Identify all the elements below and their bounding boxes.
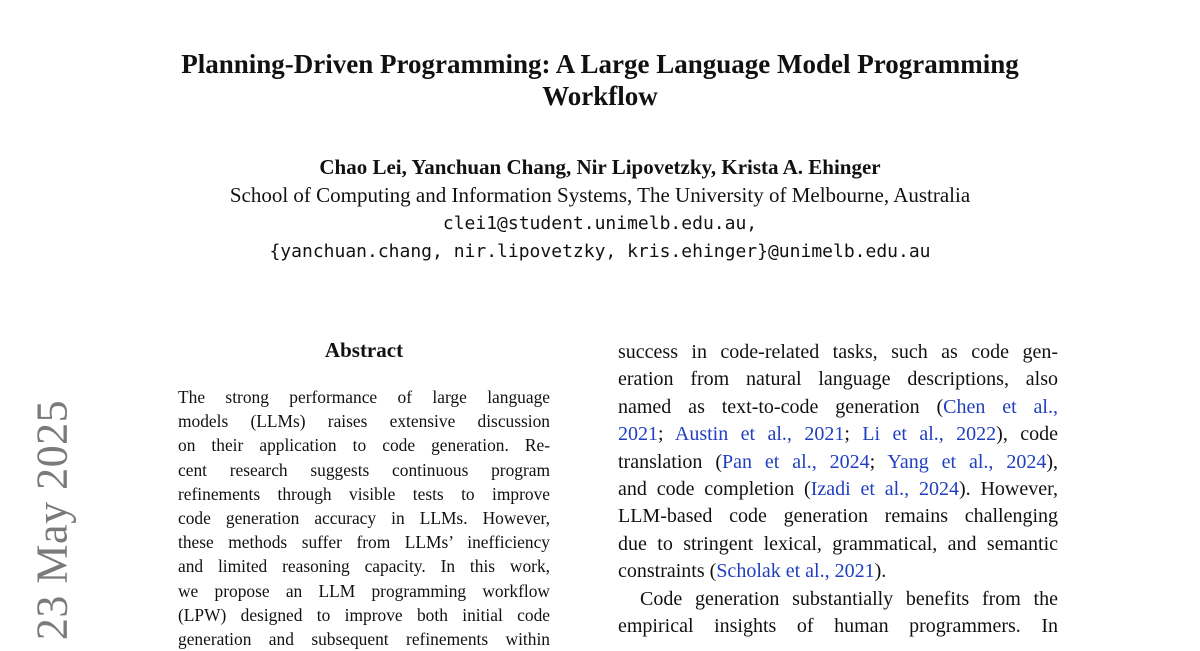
abstract-body	[178, 385, 550, 651]
email-line-1: clei1@student.unimelb.edu.au,	[442, 213, 758, 234]
citation-link-chen-2021-year[interactable]: 2021	[618, 423, 658, 446]
citation-link-yang-2024[interactable]: Yang et al., 2024	[887, 450, 1047, 473]
abstract-heading: Abstract	[324, 338, 404, 362]
email-line-2: {yanchuan.chang, nir.lipovetzky, kris.ehinger}@unimelb.edu.au	[269, 241, 931, 262]
paper-title-line-2: Workflow	[542, 81, 658, 111]
citation-link-scholak-2021[interactable]: Scholak et al., 2021	[716, 560, 875, 583]
body-line: success in code-related tasks, such as code gen-	[618, 341, 1058, 363]
citation-link-li-2022[interactable]: Li et al., 2022	[862, 423, 997, 446]
body-line	[618, 558, 1058, 585]
abstract-line: and limited reasoning capacity. In this work,	[178, 556, 550, 577]
citation-link-austin-2021[interactable]: Austin et al., 2021	[674, 423, 845, 446]
abstract-line: The strong performance of large language	[178, 387, 550, 407]
arxiv-date-stamp: 23 May 2025	[27, 399, 77, 641]
citation-link-pan-2024[interactable]: Pan et al., 2024	[722, 450, 870, 473]
body-line	[618, 476, 1058, 503]
body-line: eration from natural language descriptions, also	[618, 368, 1058, 391]
paper-title	[120, 48, 1080, 112]
body-line: LLM-based code generation remains challenging	[618, 505, 1058, 528]
abstract-line: refinements through visible tests to improve	[178, 483, 550, 504]
body-text: ;	[658, 423, 675, 446]
body-line	[618, 394, 1058, 421]
abstract-line: generation and subsequent refinements within	[178, 628, 550, 649]
body-text: and code completion (	[618, 477, 811, 500]
abstract-line: cent research suggests continuous program	[178, 459, 550, 480]
abstract-line: these methods suffer from LLMs’ inefficiency	[178, 532, 550, 553]
body-text: ),	[1046, 450, 1058, 473]
paper-affiliation: School of Computing and Information Systems, The University of Melbourne, Australia	[229, 183, 971, 207]
body-text: ).	[874, 560, 887, 583]
body-line	[618, 449, 1058, 476]
citation-link-izadi-2024[interactable]: Izadi et al., 2024	[810, 477, 960, 500]
abstract-line: (LPW) designed to improve both initial code	[178, 604, 550, 625]
body-text: named as text-to-code generation (	[618, 395, 944, 418]
body-text: ). However,	[959, 477, 1058, 500]
paper-title-line-1: Planning-Driven Programming: A Large Language Model Programming	[181, 49, 1019, 79]
citation-link-chen-2021[interactable]: Chen et al.,	[943, 395, 1058, 418]
body-text: translation (	[618, 450, 723, 473]
body-column-right	[618, 339, 1058, 640]
body-text: ;	[844, 423, 863, 446]
abstract-line: code generation accuracy in LLMs. However,	[178, 507, 550, 528]
body-text: ;	[869, 450, 888, 473]
body-text: constraints (	[618, 560, 717, 583]
abstract-line: we propose an LLM programming workflow	[178, 580, 550, 601]
body-line: due to stringent lexical, grammatical, and semantic	[618, 532, 1058, 555]
paper-authors: Chao Lei, Yanchuan Chang, Nir Lipovetzky, Krista A. Ehinger	[319, 155, 881, 179]
abstract-line: on their application to code generation. Re-	[178, 435, 550, 456]
body-line: empirical insights of human programmers. In	[618, 614, 1058, 637]
body-line: Code generation substantially benefits from the	[640, 587, 1058, 610]
abstract-line: models (LLMs) raises extensive discussion	[178, 411, 550, 432]
body-text: ), code	[996, 423, 1058, 446]
body-line	[618, 421, 1058, 448]
